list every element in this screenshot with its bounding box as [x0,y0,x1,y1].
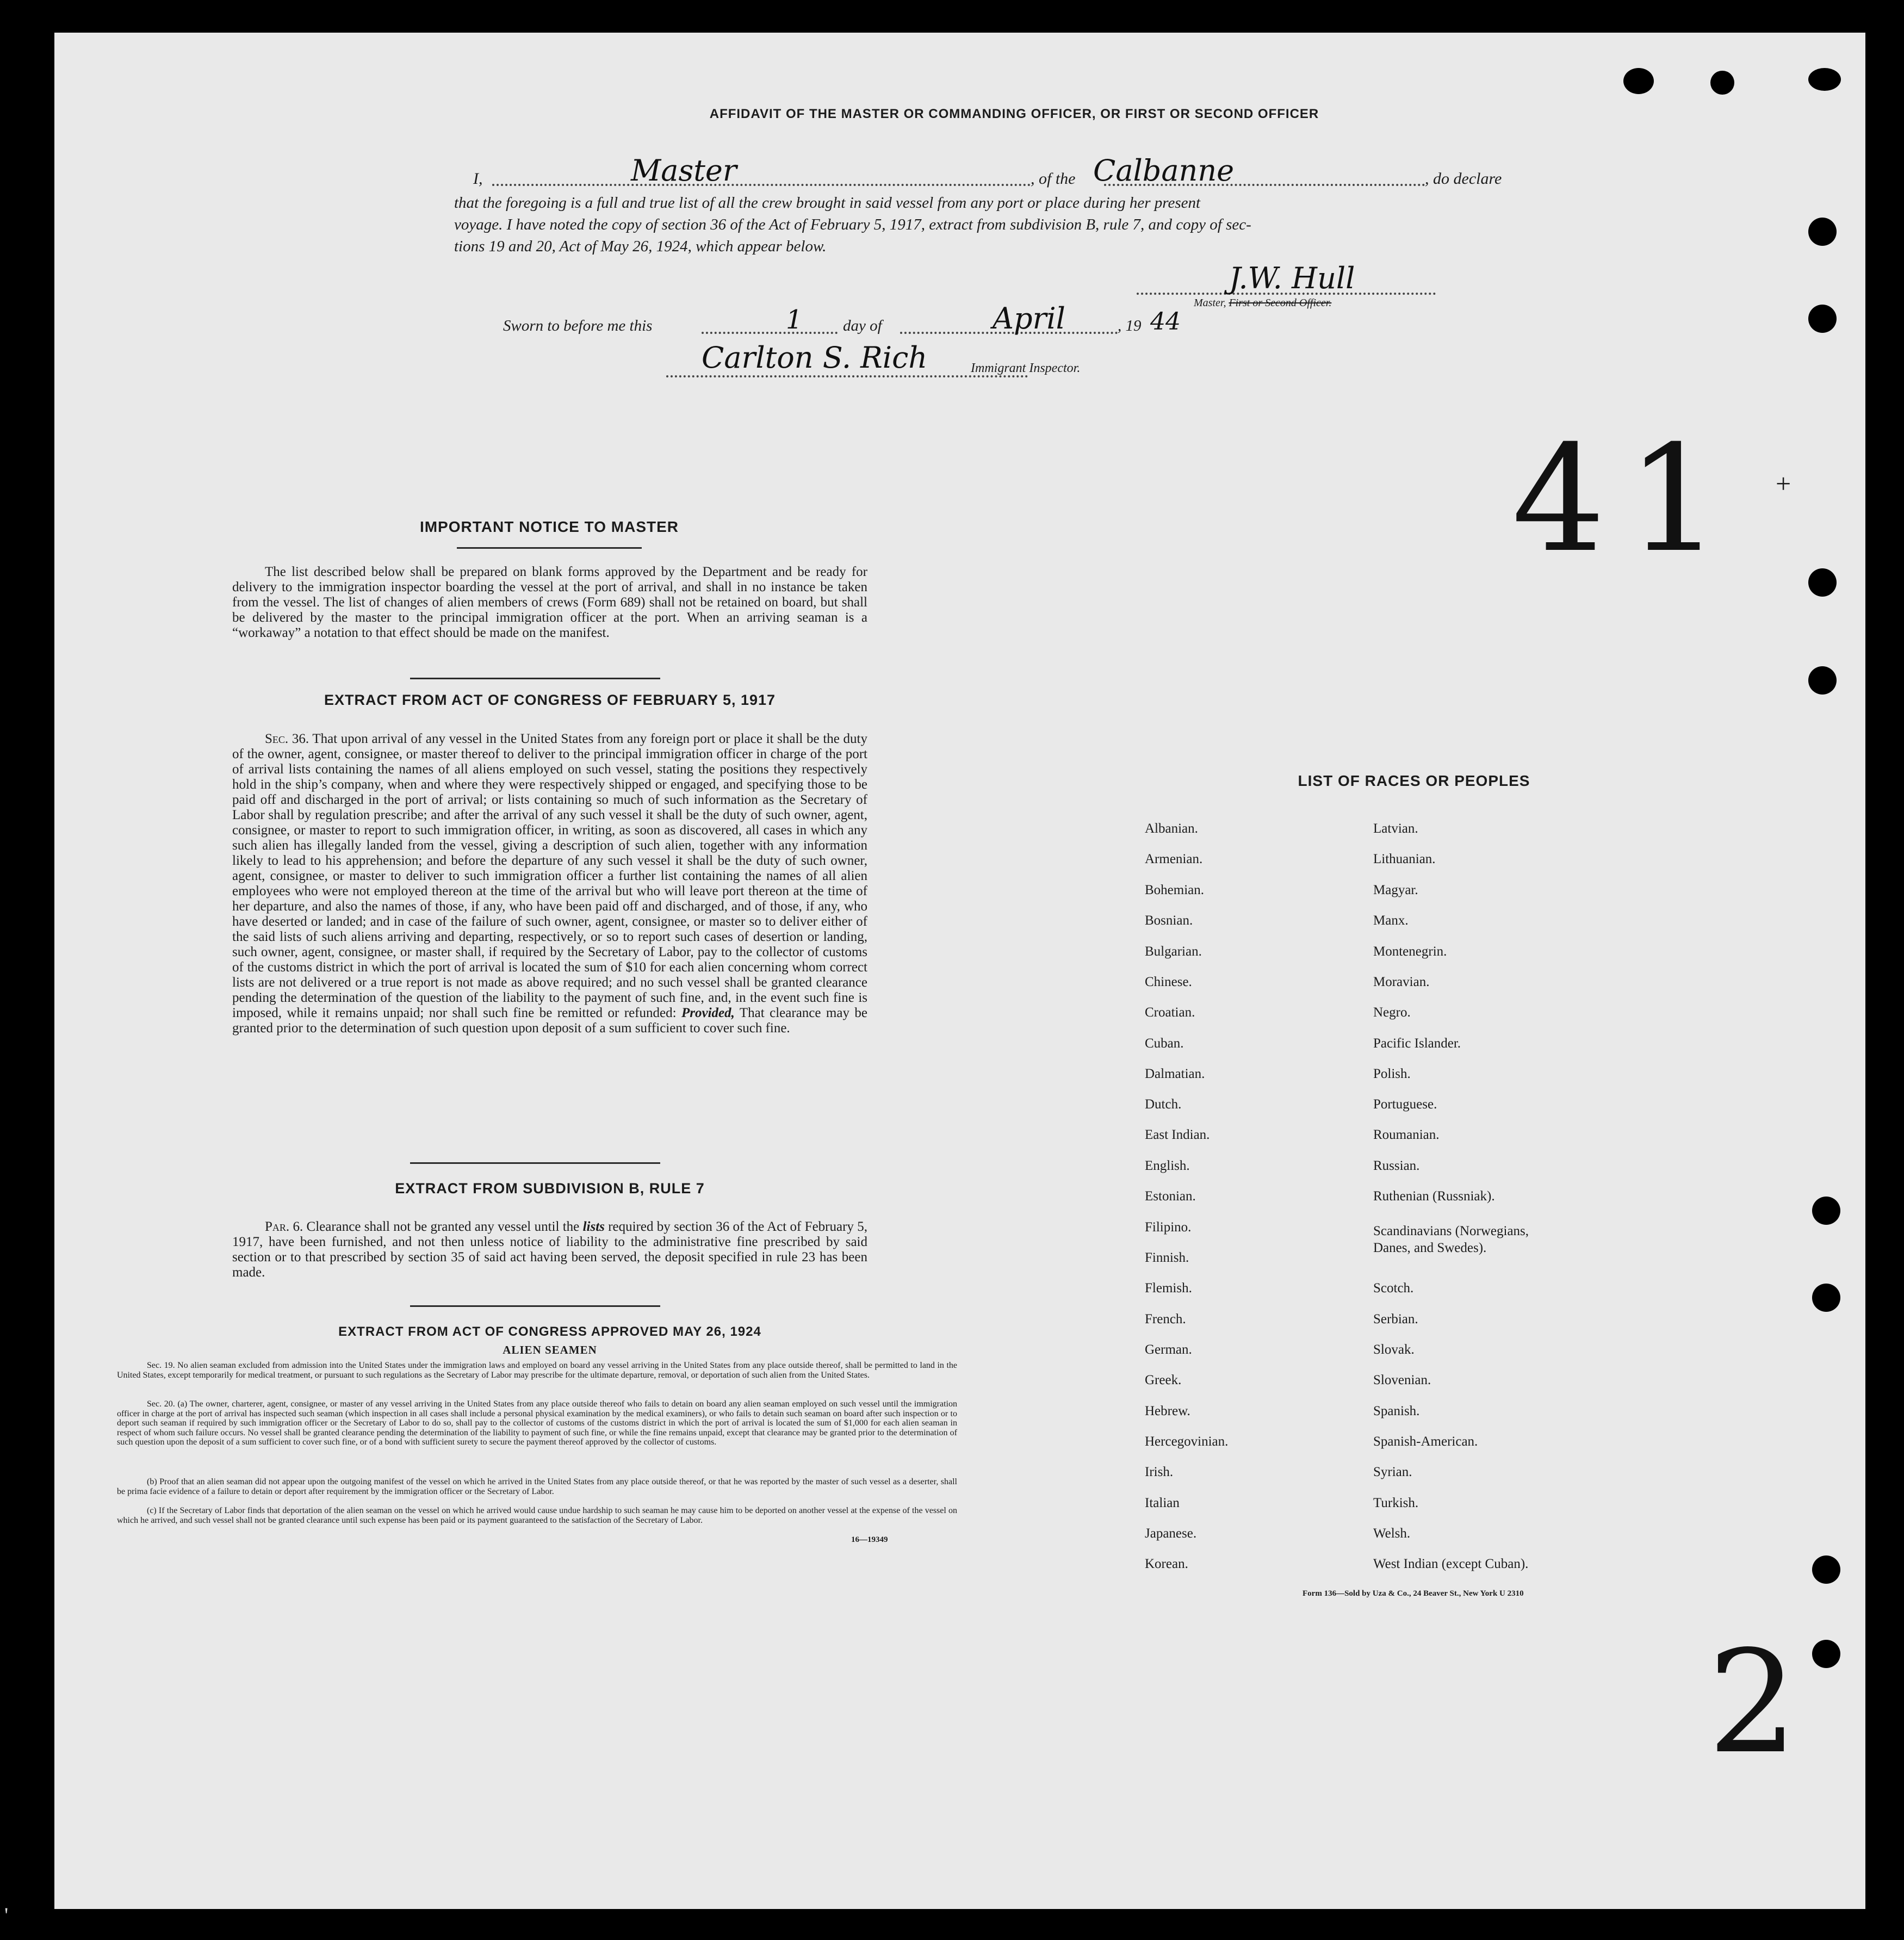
document-page [54,33,1865,1909]
race-left-2: Armenian. [1145,852,1203,866]
race-right-22: Turkish. [1373,1496,1419,1510]
sec-36-end: That clearance may be granted prior to the determination of such question upon deposit of a sum sufficient to cover such fine. [232,1006,868,1036]
race-right-21: Syrian. [1373,1465,1412,1479]
race-right-4: Manx. [1373,913,1409,928]
race-right-6: Moravian. [1373,975,1430,989]
race-left-15: Finnish. [1145,1250,1189,1265]
punch-hole [1812,1284,1840,1312]
i-label: I, [473,170,483,188]
master-signature: J.W. Hull [1229,261,1355,295]
struck-officer-title: First or Second Officer. [1229,297,1332,309]
master-word: Master, [1194,297,1226,309]
punch-hole [1808,568,1837,597]
year-prefix: , 19 [1118,317,1142,334]
extract-1924-heading: EXTRACT FROM ACT OF CONGRESS APPROVED MAY 26, 1924 [338,1324,761,1339]
punch-hole [1808,68,1841,91]
notice-rule [410,678,660,679]
day-of-label: day of [843,317,882,334]
rule7-text [232,1219,867,1280]
race-left-22: Irish. [1145,1465,1174,1479]
punch-hole [1812,1555,1840,1584]
punch-hole [1623,68,1654,94]
punch-hole [1808,218,1837,246]
alien-seamen-subheading: ALIEN SEAMEN [503,1343,597,1356]
rule7-body-b: required by section 36 of the Act of February 5, 1917, have been furnished, and not then unless notice of liability to the administrative fine prescribed by said section or to that prescribed by section 35 of said act having been served, the deposit specified in rule 23 has been made. [232,1219,867,1280]
race-left-7: Croatian. [1145,1005,1195,1020]
race-right-3: Magyar. [1373,883,1418,897]
race-left-23: Italian [1145,1496,1180,1510]
race-right-17: Slovak. [1373,1342,1415,1357]
par-6-label: Par. 6. [265,1219,303,1234]
race-right-12: Russian. [1373,1158,1420,1173]
race-right-15: Scotch. [1373,1281,1414,1296]
race-left-5: Bulgarian. [1145,944,1202,959]
affidavit-body-line-1: that the foregoing is a full and true list of all the crew brought in said vessel from any port or place during her present [454,194,1201,212]
race-right-9: Polish. [1373,1067,1411,1081]
punch-hole [1808,666,1837,695]
name-line [492,184,1031,186]
sec-36-body: That upon arrival of any vessel in the United States from any foreign port or place it shall be the duty of the owner, agent, consignee, or master thereof to deliver to the principal immigration officer in charge of the port of arrival lists containing the names of all aliens employed on such vessel, stating the positions they respectively hold in the ship’s company, when and where they were respectively shipped or engaged, and specifying those to be paid off and discharged in the port of arrival; or lists containing so much of such information as the Secretary of Labor shall by regulation prescribe; and after the arrival of any such vessel it shall be the duty of such owner, agent, consignee, or master to report to such immigration officer, in writing, as soon as discovered, all cases in which any such alien has illegally landed from the vessel, giving a description of such alien, together with any information likely to lead to his apprehension; and before the departure of any such vessel it shall be the duty of such owner, agent, consignee, or master to deliver to such immigration officer a further list containing the names of all alien employees who were not employed thereon at the time of the arrival but who will leave port thereon at the time of her departure, and also the names of those, if any, who have been paid off and discharged, and of those, if any, who have deserted or landed; and in case of the failure of such owner, agent, consignee, or master so to deliver either of the said lists of such aliens arriving and departing, respectively, or so to report such cases of desertion or landing, such owner, agent, consignee, or master shall, if required by the Secretary of Labor, pay to the collector of customs of the customs district in which the port of arrival is located the sum of $10 for each alien concerning whom correct lists are not delivered or a true report is not made as above required; and no such vessel shall be granted clearance pending the determination of the question of the liability to the payment of such fine, and, in the event such fine is imposed, while it remains unpaid; nor shall such fine be remitted or refunded: [232,732,867,1020]
race-left-10: Dutch. [1145,1097,1182,1112]
race-right-23: Welsh. [1373,1526,1411,1541]
sec-36-label: Sec. 36. [265,732,309,746]
extract-1917-rule [410,1162,660,1164]
notice-heading: IMPORTANT NOTICE TO MASTER [419,518,679,535]
race-left-1: Albanian. [1145,821,1198,836]
do-declare-label: , do declare [1425,170,1502,188]
race-right-1: Latvian. [1373,821,1418,836]
race-right-13: Ruthenian (Russniak). [1373,1189,1495,1204]
rule7-body-a: Clearance shall not be granted any vessel until the [306,1219,580,1234]
notice-heading-rule [457,547,642,549]
race-left-17: French. [1145,1312,1186,1327]
race-left-6: Chinese. [1145,975,1192,989]
race-left-14: Filipino. [1145,1220,1192,1235]
extract-1917-text [232,732,867,1036]
bottom-mark: ' [4,1903,9,1927]
inspector-label: Immigrant Inspector. [971,361,1081,375]
affidavit-body-line-2: voyage. I have noted the copy of section 36 of the Act of February 5, 1917, extract from subdivision B, rule 7, and copy of sec- [454,216,1251,233]
race-right-8: Pacific Islander. [1373,1036,1461,1051]
sworn-label: Sworn to before me this [503,317,653,334]
race-right-14: Scandinavians (Norwegians, Danes, and Swedes). [1373,1224,1529,1255]
race-right-18: Slovenian. [1373,1373,1431,1387]
race-right-11: Roumanian. [1373,1127,1440,1142]
race-right-20: Spanish-American. [1373,1434,1478,1449]
race-left-8: Cuban. [1145,1036,1184,1051]
race-right-24: West Indian (except Cuban). [1373,1557,1529,1571]
day-written: 1 [786,305,803,335]
race-left-12: English. [1145,1158,1190,1173]
inspector-signature: Carlton S. Rich [702,340,928,375]
rule7-heading: EXTRACT FROM SUBDIVISION B, RULE 7 [395,1180,705,1197]
plus-mark: + [1776,468,1791,499]
race-left-20: Hebrew. [1145,1404,1190,1418]
lists-word: lists [582,1219,605,1234]
race-left-11: East Indian. [1145,1127,1210,1142]
race-right-16: Serbian. [1373,1312,1418,1327]
sec-19-text: Sec. 19. No alien seaman excluded from admission into the United States under the immigration laws and employed on board any vessel arriving in the United States from any place outside thereof, shall be permitted to land in the United States, except temporarily for medical treatment, or pursuant to such regulations as the Secretary of Labor may prescribe for the ultimate departure, removal, or deportation of such alien from the United States. [117,1361,957,1380]
month-written: April [993,301,1065,336]
master-title-label [1194,297,1331,309]
race-right-19: Spanish. [1373,1404,1420,1418]
form-note: Form 136—Sold by Uza & Co., 24 Beaver St., New York U 2310 [1303,1589,1524,1598]
race-left-21: Hercegovinian. [1145,1434,1229,1449]
notice-text: The list described below shall be prepared on blank forms approved by the Department and be ready for delivery to the immigration inspector boarding the vessel at the port of arrival, and shall in no instance be taken from the vessel. The list of changes of alien members of crews (Form 689) shall not be retained on board, but shall be delivered by the master to the principal immigration officer at the port. When an arriving seaman is a “workaway” a notation to that effect should be made on the manifest. [232,565,867,640]
provided-word: Provided, [681,1006,735,1020]
races-heading: LIST OF RACES OR PEOPLES [1298,772,1530,789]
sec-20a-text: Sec. 20. (a) The owner, charterer, agent, consignee, or master of any vessel arriving in the United States from any place outside thereof who fails to detain on board any alien seaman employed on such vessel until the immigration officer in charge at the port of arrival has inspected such seaman (which inspection in all cases shall include a personal physical examination by the medical examiners), or who fails to detain such seaman on board after such inspection or to deport such seaman if required by such immigration officer or the Secretary of Labor to do so, shall pay to the collector of customs of the customs district in which the port of arrival is located the sum of $1,000 for each alien seaman in respect of whom such failure occurs. No vessel shall be granted clearance pending the determination of the liability to payment of such fine, or while the fine remains unpaid, except that clearance may be granted prior to the determination of such question upon the deposit of a sum sufficient to cover such fine, or of a bond with sufficient surety to secure the payment thereof approved by the collector of customs. [117,1399,957,1447]
race-right-2: Lithuanian. [1373,852,1436,866]
punch-hole [1812,1197,1840,1225]
punch-hole [1710,71,1734,95]
race-left-3: Bohemian. [1145,883,1205,897]
day-line [702,332,838,334]
corner-mark-written: 2 [1708,1621,1798,1785]
race-left-9: Dalmatian. [1145,1067,1205,1081]
race-left-18: German. [1145,1342,1192,1357]
race-right-5: Montenegrin. [1373,944,1447,959]
master-name-written: Master [631,153,737,188]
vessel-name-written: Calbanne [1093,153,1235,188]
page-number-written: 41 [1512,413,1742,585]
race-right-7: Negro. [1373,1005,1411,1020]
race-left-19: Greek. [1145,1373,1182,1387]
punch-hole [1812,1640,1840,1668]
affidavit-body-line-3: tions 19 and 20, Act of May 26, 1924, which appear below. [454,238,827,255]
race-left-24: Japanese. [1145,1526,1197,1541]
race-right-10: Portuguese. [1373,1097,1437,1112]
print-code: 16—19349 [851,1535,888,1544]
punch-hole [1808,305,1837,333]
of-the-label: , of the [1031,170,1076,188]
race-left-4: Bosnian. [1145,913,1193,928]
extract-1917-heading: EXTRACT FROM ACT OF CONGRESS OF FEBRUARY 5, 1917 [324,692,776,708]
sec-20b-text: (b) Proof that an alien seaman did not appear upon the outgoing manifest of the vessel on which he arrived in the United States from any place outside thereof, or that he was reported by the master of such vessel as a deserter, shall be prima facie evidence of a failure to detain or deport after requirement by the immigration officer or the Secretary of Labor. [117,1477,957,1496]
race-left-25: Korean. [1145,1557,1188,1571]
race-left-16: Flemish. [1145,1281,1192,1296]
year-written: 44 [1150,308,1181,336]
affidavit-title: AFFIDAVIT OF THE MASTER OR COMMANDING OFFICER, OR FIRST OR SECOND OFFICER [709,107,1319,121]
sec-20c-text: (c) If the Secretary of Labor finds that deportation of the alien seaman on the vessel on which he arrived would cause undue hardship to such seaman he may cause him to be deported on another vessel at the expense of the vessel on which he arrived, and such vessel shall not be granted clearance until such expense has been paid or its payment guaranteed to the satisfaction of the Secretary of Labor. [117,1506,957,1525]
rule7-rule [410,1305,660,1307]
race-left-13: Estonian. [1145,1189,1196,1204]
